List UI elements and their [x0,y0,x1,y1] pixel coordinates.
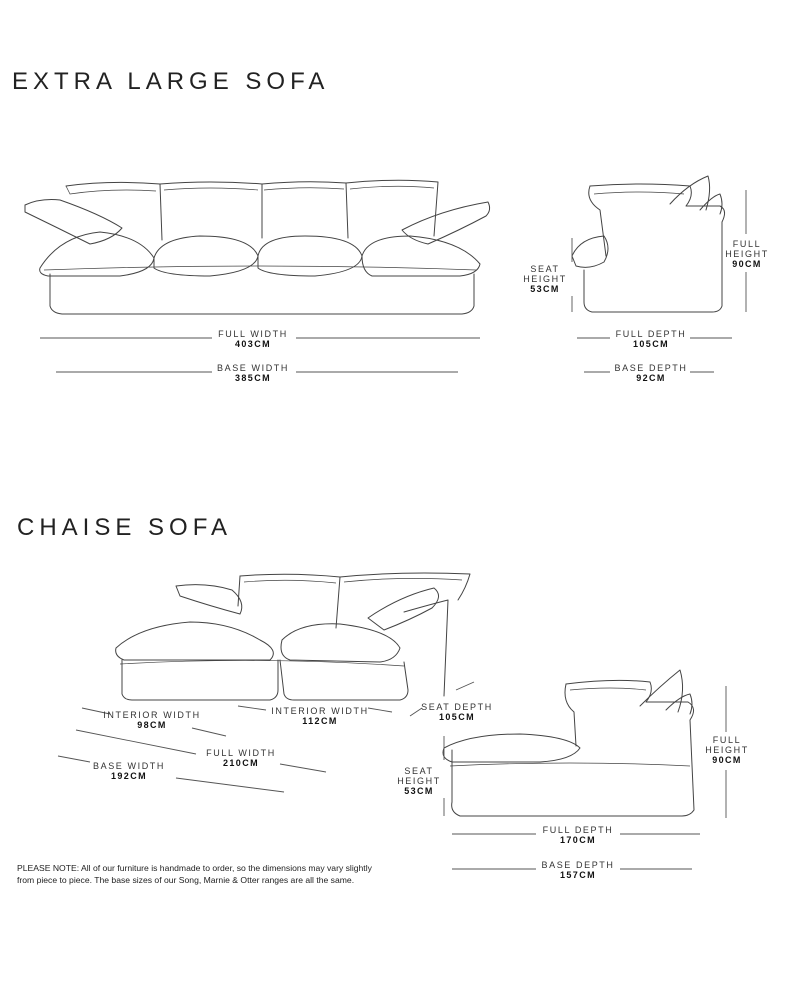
chaise-full-width-line-a [76,730,196,754]
title-extra-large-sofa: EXTRA LARGE SOFA [12,68,330,95]
chaise-interior-width-right-line-a [238,706,266,710]
title-chaise-sofa: CHAISE SOFA [17,514,233,541]
xl-full-depth-label: FULL DEPTH 105CM [615,329,687,349]
xl-sofa-side-illustration [572,176,725,312]
xl-base-width-label: BASE WIDTH 385CM [216,363,289,383]
chaise-seat-depth-label: SEAT DEPTH 105CM [421,702,493,722]
xl-full-width-label: FULL WIDTH 403CM [218,329,288,349]
chaise-interior-width-left-label: INTERIOR WIDTH 98CM [103,710,201,730]
chaise-full-width-label: FULL WIDTH 210CM [206,748,276,768]
disclaimer-note-line-1: PLEASE NOTE: All of our furniture is handmade to order, so the dimensions may vary slightly [17,863,372,873]
disclaimer-note [17,862,417,886]
xl-seat-height-label: SEAT HEIGHT 53CM [523,264,567,294]
chaise-full-depth-label: FULL DEPTH 170CM [542,825,614,845]
chaise-sofa-side-illustration [443,670,694,816]
xl-sofa-front-illustration [25,180,490,314]
xl-base-depth-label: BASE DEPTH 92CM [614,363,688,383]
chaise-sofa-perspective-illustration [116,573,470,700]
xl-full-height-label: FULL HEIGHT 90CM [725,239,769,269]
chaise-base-width-label: BASE WIDTH 192CM [92,761,165,781]
chaise-full-height-label: FULL HEIGHT 90CM [705,735,749,765]
chaise-interior-width-right-label: INTERIOR WIDTH 112CM [271,706,369,726]
chaise-seat-height-label: SEAT HEIGHT 53CM [397,766,441,796]
chaise-full-width-line-b [280,764,326,772]
chaise-base-depth-label: BASE DEPTH 157CM [541,860,615,880]
chaise-seat-depth-line-b [456,682,474,690]
chaise-base-width-line-b [176,778,284,792]
disclaimer-note-line-2: from piece to piece. The base sizes of our Song, Marnie & Otter ranges are all the same. [17,875,355,885]
